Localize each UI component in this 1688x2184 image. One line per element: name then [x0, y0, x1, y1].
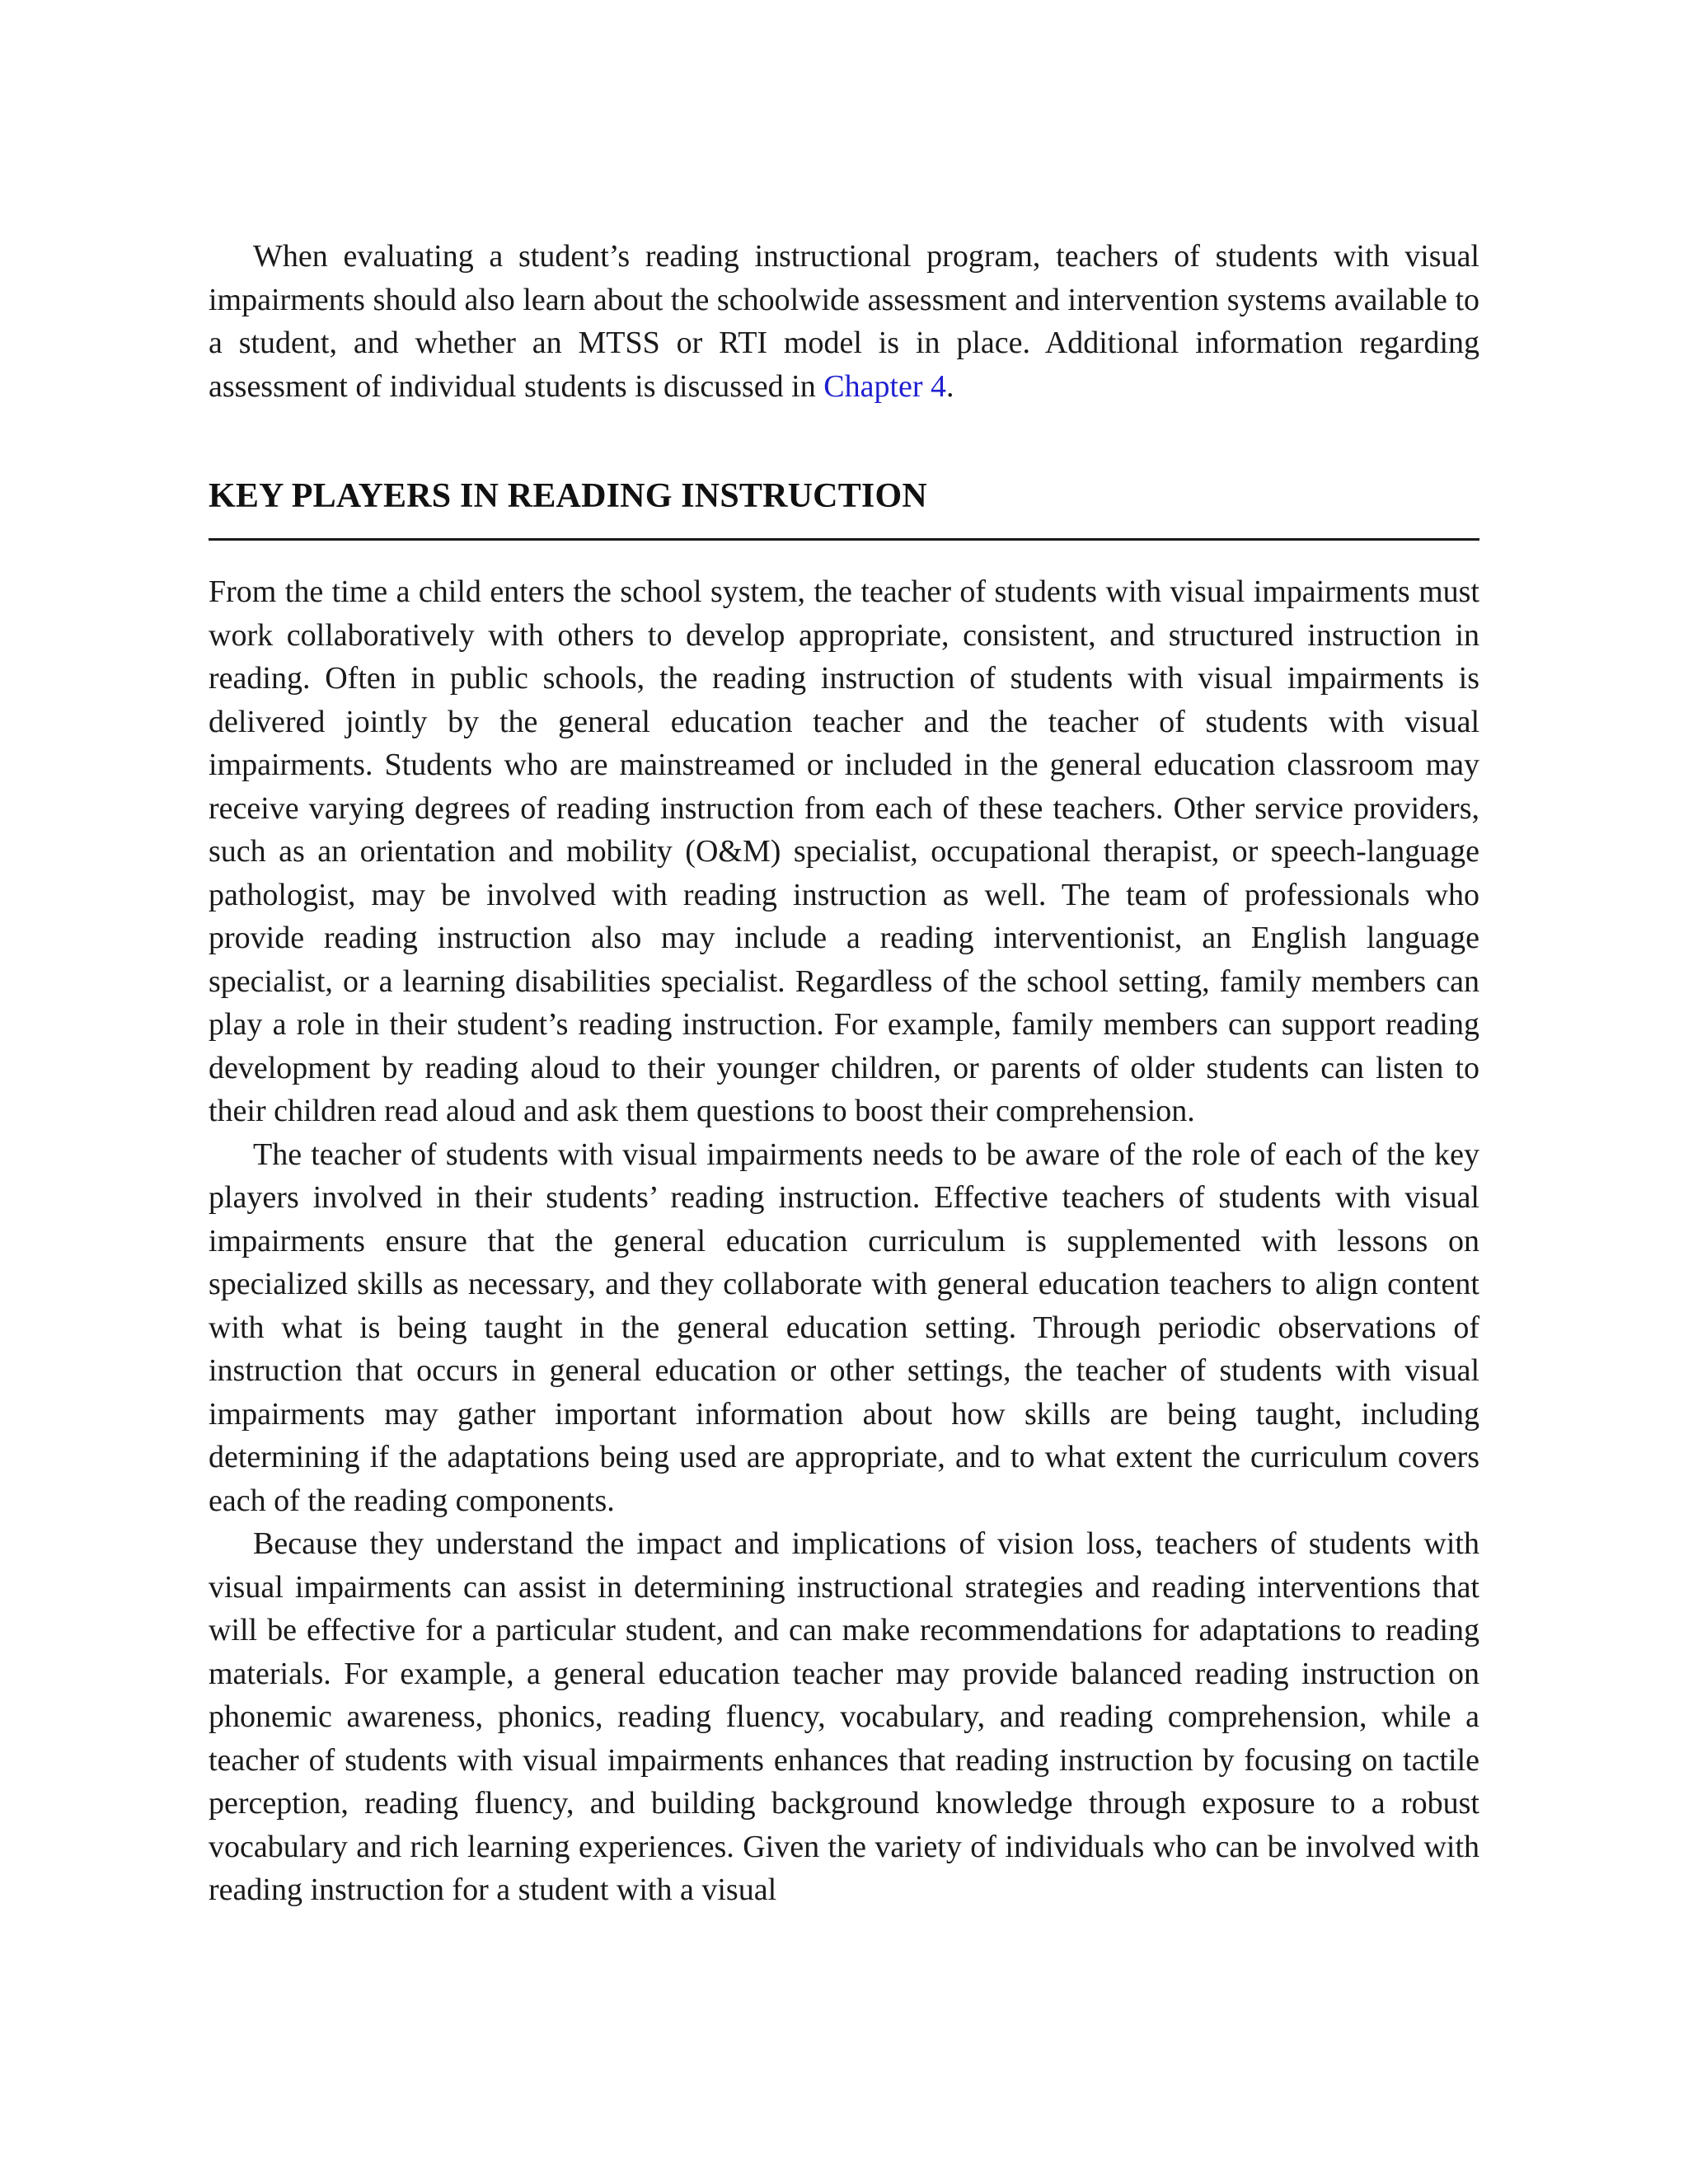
intro-text-end: .: [946, 368, 954, 404]
chapter-4-link[interactable]: Chapter 4: [823, 368, 947, 404]
section-body: [209, 570, 1479, 1912]
document-page: [209, 235, 1479, 1912]
paragraph-3: Because they understand the impact and implications of vision loss, teachers of students with visual impairments can assist in determining instructional strategies and reading interventions that will be effective for a particular student, and can make recommendations for adaptations to reading materials. For example, a general education teacher may provide balanced reading instruction on phonemic awareness, phonics, reading fluency, vocabulary, and reading comprehension, while a teacher of students with visual impairments enhances that reading instruction by focusing on tactile perception, reading fluency, and building background knowledge through exposure to a robust vocabulary and rich learning experiences. Given the variety of individuals who can be involved with reading instruction for a student with a visual: [209, 1526, 1479, 1907]
intro-text: When evaluating a student’s reading instructional program, teachers of students with visual impairments should also learn about the schoolwide assessment and intervention systems available to a student, and whether an MTSS or RTI model is in place. Additional information regarding assessment of individual students is discussed in: [209, 239, 1479, 404]
heading-divider: [209, 538, 1479, 541]
paragraph-2: The teacher of students with visual impairments needs to be aware of the role of each of the key players involved in their students’ reading instruction. Effective teachers of students with visual impairments ensure that the general education curriculum is supplemented with lessons on specialized skills as necessary, and they collaborate with general education teachers to align content with what is being taught in the general education setting. Through periodic observations of instruction that occurs in general education or other settings, the teacher of students with visual impairments may gather important information about how skills are being taught, including determining if the adaptations being used are appropriate, and to what extent the curriculum covers each of the reading components.: [209, 1137, 1479, 1518]
intro-paragraph: [209, 235, 1479, 408]
section-heading: KEY PLAYERS IN READING INSTRUCTION: [209, 477, 927, 515]
paragraph-1: From the time a child enters the school system, the teacher of students with visual impairments must work collaboratively with others to develop appropriate, consistent, and structured instruction in reading. Often in public schools, the reading instruction of students with visual impairments is delivered jointly by the general education teacher and the teacher of students with visual impairments. Students who are mainstreamed or included in the general education classroom may receive varying degrees of reading instruction from each of these teachers. Other service providers, such as an orientation and mobility (O&M) specialist, occupational therapist, or speech-language pathologist, may be involved with reading instruction as well. The team of professionals who provide reading instruction also may include a reading interventionist, an English language specialist, or a learning disabilities specialist. Regardless of the school setting, family members can play a role in their student’s reading instruction. For example, family members can support reading development by reading aloud to their younger children, or parents of older students can listen to their children read aloud and ask them questions to boost their comprehension.: [209, 574, 1479, 1128]
